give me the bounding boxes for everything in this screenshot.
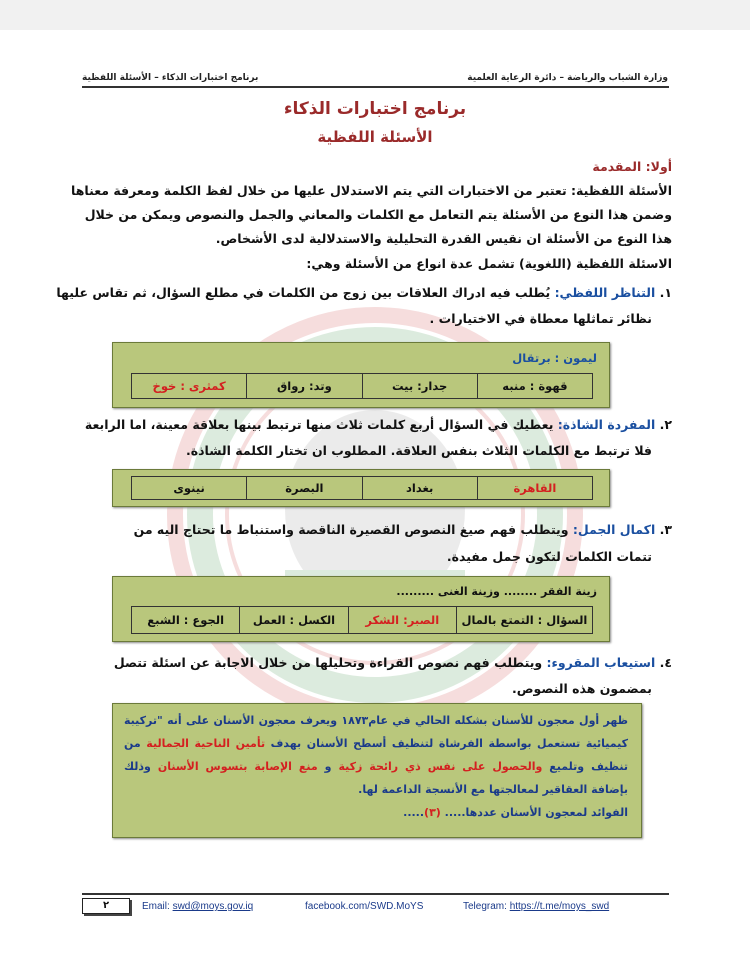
- item2-option-3: البصرة: [246, 477, 361, 499]
- item1-line-1: [56, 285, 672, 300]
- item2-text-1: يعطيك في السؤال أربع كلمات ثلاث منها ترتبط بينها بعلاقة معينة، اما الرابعة: [84, 417, 558, 432]
- item2-example-box: [112, 469, 610, 507]
- telegram-link[interactable]: https://t.me/moys_swd: [509, 901, 610, 912]
- item3-question: زينة الفقر ........ وزينة الغنى .........: [396, 585, 597, 598]
- page-number: ٢: [82, 898, 130, 914]
- item3-option-2-answer: الصبر: الشكر: [348, 607, 456, 633]
- item2-option-1-answer: القاهرة: [477, 477, 592, 499]
- footer-telegram: Telegram: https://t.me/moys_swd: [463, 901, 610, 912]
- item3-text-1: ويتطلب فهم صيغ النصوص القصيرة الناقصة واستنباط ما تحتاج اليه من: [133, 522, 573, 537]
- page-title: برنامج اختبارات الذكاء: [283, 99, 467, 119]
- item2-line-1: [85, 417, 672, 432]
- item3-option-1: السؤال : التمتع بالمال: [456, 607, 592, 633]
- item2-term: المفردة الشاذة:: [557, 417, 656, 432]
- item1-number: ١.: [659, 285, 672, 300]
- page-subtitle: الأسئلة اللفظية: [317, 128, 433, 146]
- item1-text-1: يُطلب فيه ادراك العلاقات بين زوج من الكلمات في مطلع السؤال، ثم تقاس عليها: [56, 285, 555, 300]
- intro-line-1: الأسئلة اللفظية: تعتبر من الاختبارات التي يتم الاستدلال عليها من خلال لفظ الكلمة ومعرفة معناها: [71, 183, 672, 198]
- item1-term: التناظر اللفظي:: [554, 285, 656, 300]
- item3-line-2: تتمات الكلمات لتكون جمل مفيدة.: [446, 549, 652, 564]
- viewer-top-bar: [0, 0, 750, 30]
- item2-options-row: [131, 476, 593, 500]
- item3-number: ٣.: [659, 522, 672, 537]
- item2-option-2: بغداد: [362, 477, 477, 499]
- intro-line-3: هذا النوع من الأسئلة ان نقيس القدرة التحليلية والاستدلالية لدى الأشخاص.: [215, 231, 672, 246]
- item3-example-box: [112, 576, 610, 642]
- passage-highlight-3: منع الإصابة بتسوس الأسنان: [157, 760, 318, 773]
- item2-number: ٢.: [659, 417, 672, 432]
- header-divider: [82, 86, 669, 88]
- item4-term: استيعاب المقروء:: [546, 655, 656, 670]
- item1-options-row: [131, 373, 593, 399]
- passage-highlight-1: تأمين الناحية الجمالية: [146, 737, 266, 750]
- item1-option-4-answer: كمثرى : خوخ: [152, 379, 226, 393]
- item3-options-row: [131, 606, 593, 634]
- item2-option-4: نينوى: [173, 481, 205, 495]
- item3-term: اكمال الجمل:: [572, 522, 656, 537]
- intro-heading: أولا: المقدمة: [592, 159, 672, 174]
- item4-line-2: بمضمون هذه النصوص.: [511, 681, 652, 696]
- facebook-link[interactable]: facebook.com/SWD.MoYS: [305, 901, 424, 912]
- item3-option-3: الكسل : العمل: [239, 607, 347, 633]
- item4-number: ٤.: [659, 655, 672, 670]
- item1-question: ليمون : برتقال: [512, 351, 597, 365]
- item4-passage: ظهر أول معجون للأسنان بشكله الحالي في عام١٨٧٣ ويعرف معجون الأسنان على أنه "تركيبة كيميائية تستعمل بواسطة الفرشاة لتنظيف أسطح الأسنان بهدف تأمين الناحية الجمالية من تنظيف وتلميع والحصول على نفس ذي رائحة زكية و منع الإصابة بتسوس الأسنان وذلك بإضافة العقاقير لمعالجتها مع الأنسجة الداعمة لها. الفوائد لمعجون الأسنان عددها..... (٣).....: [124, 714, 629, 819]
- item1-line-2: نظائر تماثلها معطاة في الاختيارات .: [429, 311, 652, 326]
- passage-highlight-2: والحصول على نفس ذي رائحة زكية: [338, 760, 543, 773]
- header-ministry: وزارة الشباب والرياضة – دائرة الرعاية العلمية: [467, 73, 668, 83]
- intro-line-4: الاسئلة اللفظية (اللغوية) تشمل عدة انواع من الأسئلة وهي:: [306, 256, 672, 271]
- header-program: برنامج اختبارات الذكاء – الأسئلة اللفظية: [82, 73, 259, 83]
- item2-line-2: فلا ترتبط مع الكلمات الثلاث بنفس العلاقة. المطلوب ان تختار الكلمة الشاذة.: [185, 443, 652, 458]
- item1-option-1: قهوة : منبه: [477, 374, 592, 398]
- item1-option-3: وتد: رواق: [246, 374, 361, 398]
- passage-answer: (٣): [424, 806, 441, 819]
- passage-question: الفوائد لمعجون الأسنان عددها.....: [440, 806, 628, 819]
- item4-line-1: [114, 655, 672, 670]
- item3-line-1: [134, 522, 672, 537]
- item3-option-4: الجوع : الشبع: [147, 613, 225, 627]
- email-link[interactable]: swd@moys.gov.iq: [172, 901, 254, 912]
- item4-text-1: ويتطلب فهم نصوص القراءة وتحليلها من خلال الاجابة عن اسئلة تتصل: [113, 655, 547, 670]
- footer-email: Email: swd@moys.gov.iq: [142, 901, 254, 912]
- footer-divider: [82, 893, 669, 895]
- intro-line-2: وضمن هذا النوع من الأسئلة يتم التعامل مع الكلمات والمعاني والجمل والنصوص ويمكن من خلال: [84, 207, 672, 222]
- item1-option-2: جدار: بيت: [362, 374, 477, 398]
- item1-example-box: [112, 342, 610, 408]
